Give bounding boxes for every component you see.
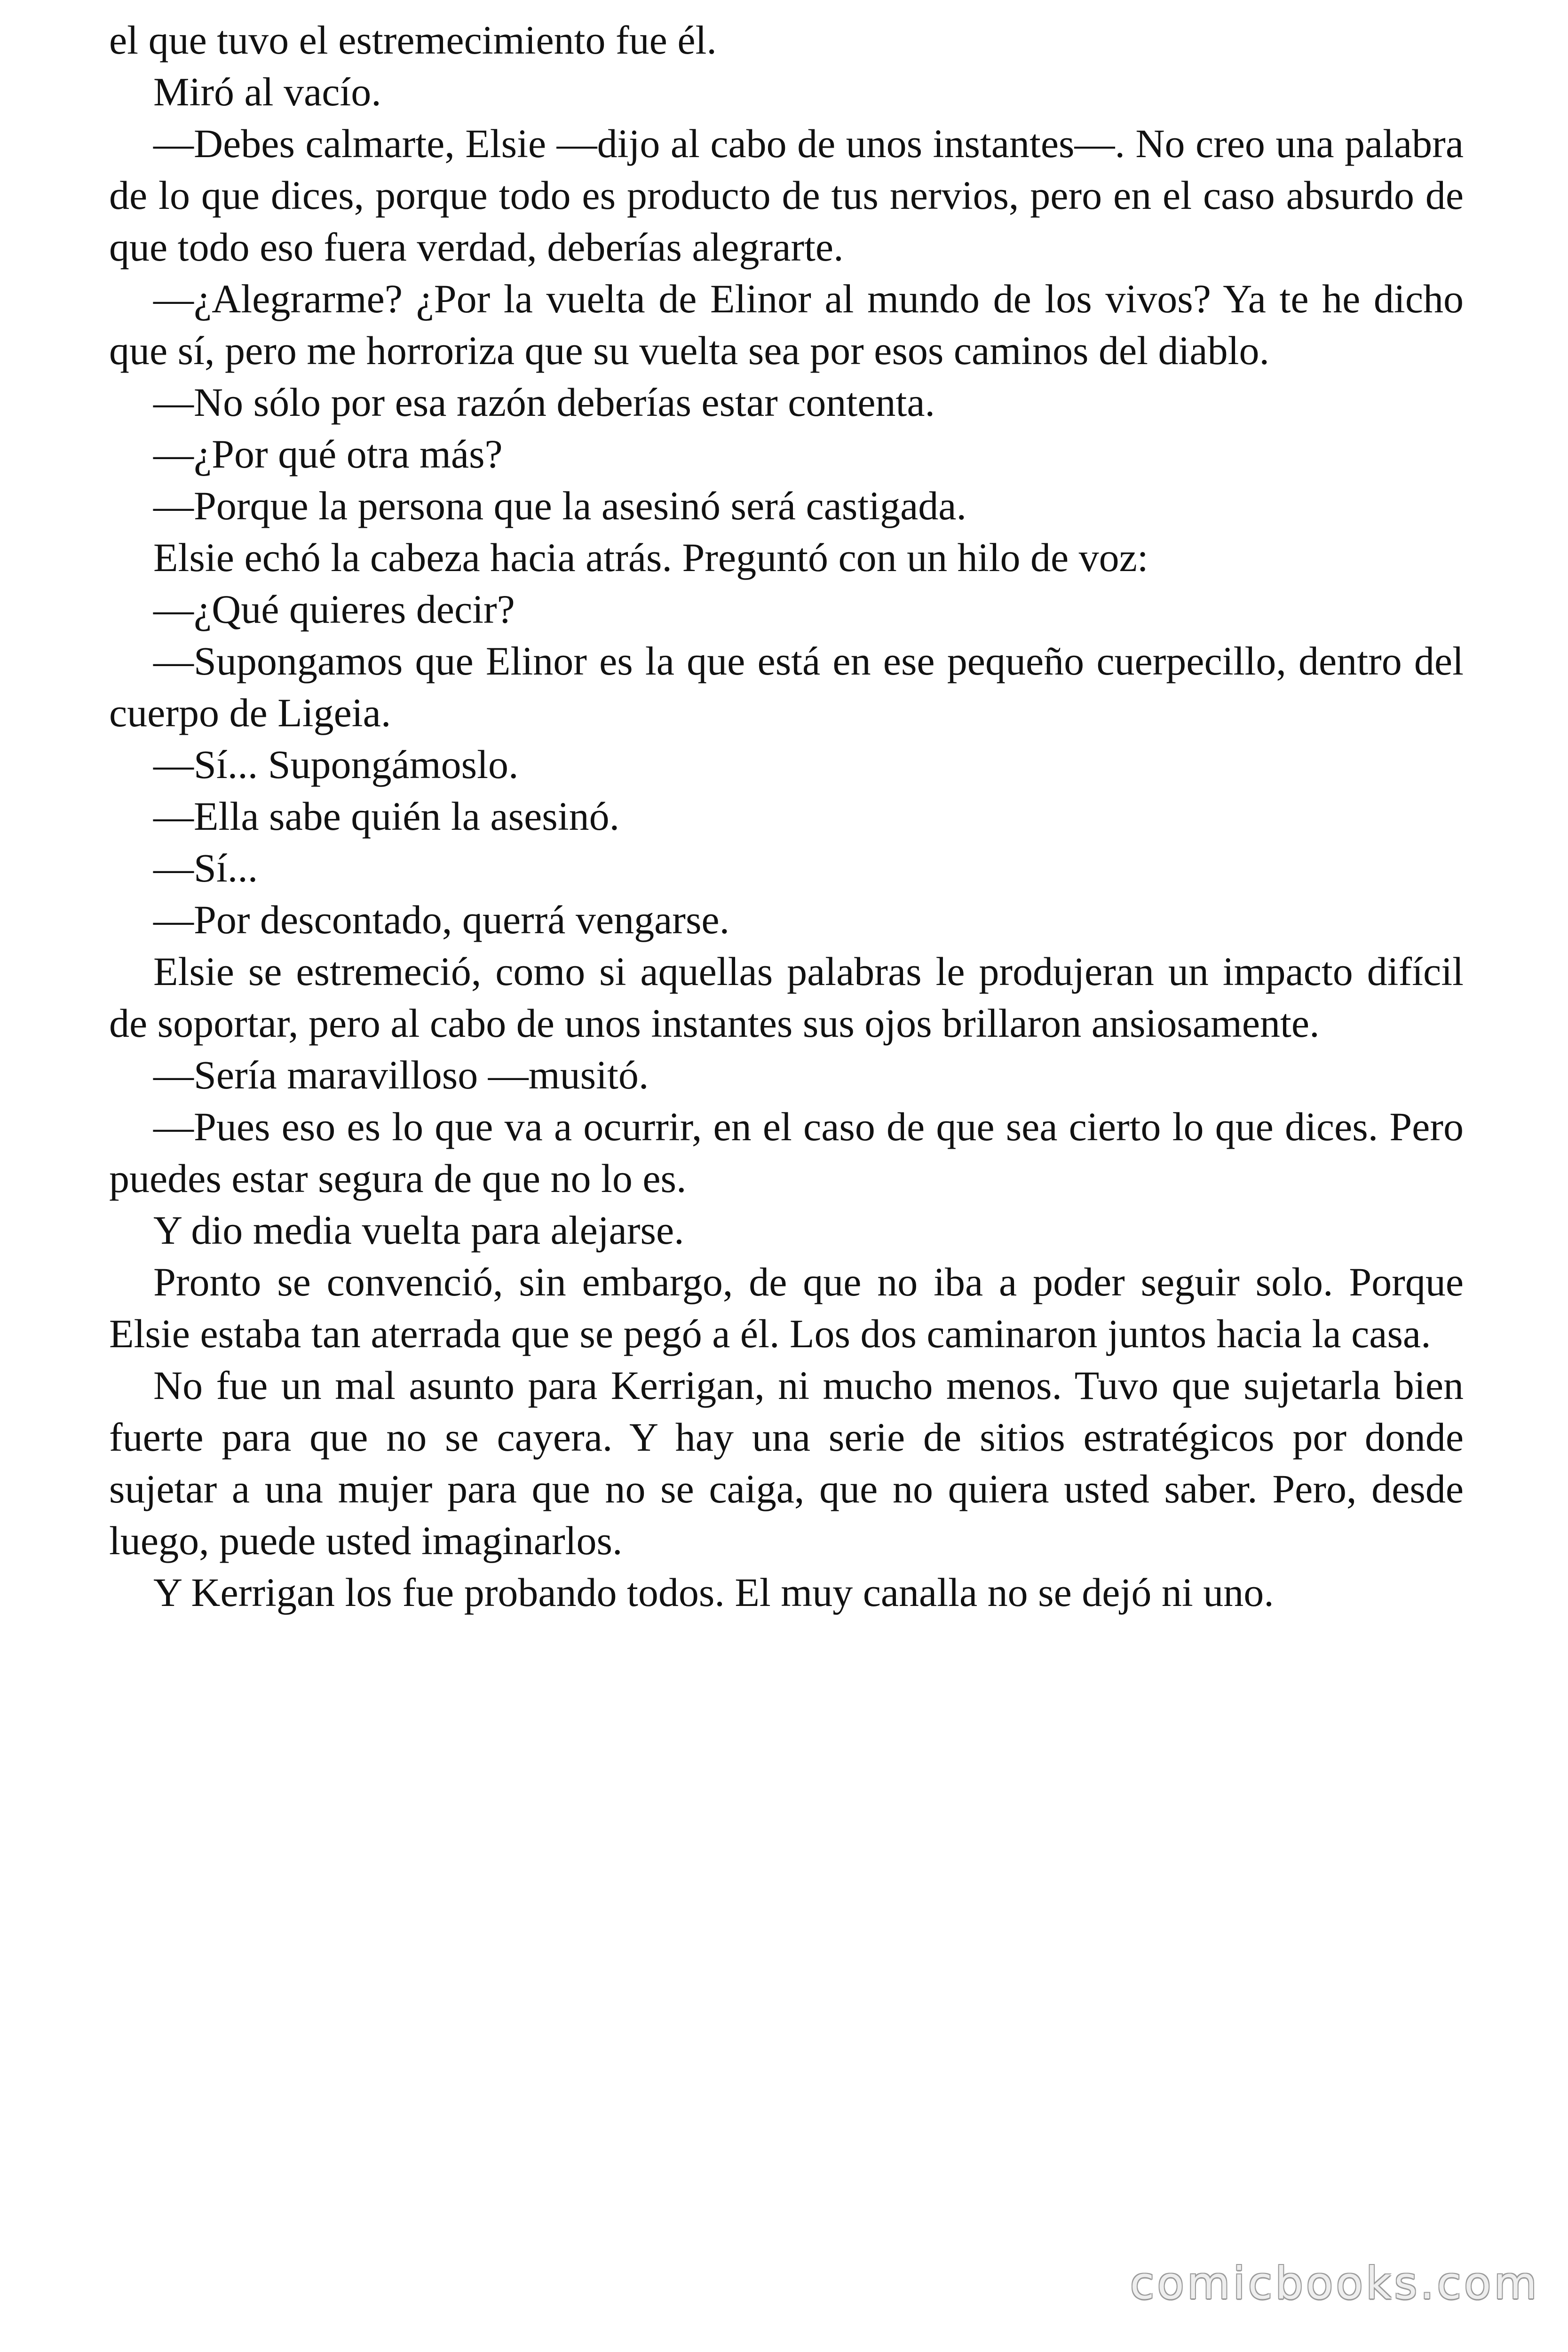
paragraph: —Sería maravilloso —musitó. <box>153 1052 649 1097</box>
paragraph: Elsie se estremeció, como si aquellas palabras le produjeran un impacto difícil de soportar, pero al cabo de unos instantes sus ojos brillaron ansiosamente. <box>109 949 1464 1046</box>
paragraph: el que tuvo el estremecimiento fue él. <box>109 17 717 63</box>
paragraph: —No sólo por esa razón deberías estar contenta. <box>153 380 935 425</box>
paragraph: —¿Alegrarme? ¿Por la vuelta de Elinor al mundo de los vivos? Ya te he dicho que sí, pero me horroriza que su vuelta sea por esos caminos del diablo. <box>109 276 1464 373</box>
paragraph: Pronto se convenció, sin embargo, de que no iba a poder seguir solo. Porque Elsie estaba tan aterrada que se pegó a él. Los dos caminaron juntos hacia la casa. <box>109 1259 1464 1356</box>
paragraph: —Por descontado, querrá vengarse. <box>153 897 730 942</box>
watermark-text: comicbooks.com <box>1130 2258 1540 2309</box>
paragraph: —Pues eso es lo que va a ocurrir, en el caso de que sea cierto lo que dices. Pero puedes estar segura de que no lo es. <box>109 1104 1464 1201</box>
paragraph: No fue un mal asunto para Kerrigan, ni mucho menos. Tuvo que sujetarla bien fuerte para que no se cayera. Y hay una serie de sitios estratégicos por donde sujetar a una mujer para que no se caiga, que no quiera usted saber. Pero, desde luego, puede usted imaginarlos. <box>109 1363 1464 1563</box>
paragraph: Y Kerrigan los fue probando todos. El muy canalla no se dejó ni uno. <box>153 1570 1274 1615</box>
paragraph: —Porque la persona que la asesinó será castigada. <box>153 483 966 528</box>
paragraph: Y dio media vuelta para alejarse. <box>153 1208 684 1253</box>
paragraph: Elsie echó la cabeza hacia atrás. Preguntó con un hilo de voz: <box>153 535 1148 580</box>
paragraph: —Supongamos que Elinor es la que está en ese pequeño cuerpecillo, dentro del cuerpo de Ligeia. <box>109 638 1464 735</box>
paragraph: —Sí... Supongámoslo. <box>153 742 519 787</box>
paragraph: —¿Por qué otra más? <box>153 431 503 477</box>
paragraph: Miró al vacío. <box>153 69 381 114</box>
paragraph: —Debes calmarte, Elsie —dijo al cabo de unos instantes—. No creo una palabra de lo que dices, porque todo es producto de tus nervios, pero en el caso absurdo de que todo eso fuera verdad, deberías alegrarte. <box>109 121 1464 270</box>
page-body <box>109 14 1464 1618</box>
paragraph: —Sí... <box>153 845 258 890</box>
paragraph: —Ella sabe quién la asesinó. <box>153 794 620 839</box>
paragraph: —¿Qué quieres decir? <box>153 587 515 632</box>
